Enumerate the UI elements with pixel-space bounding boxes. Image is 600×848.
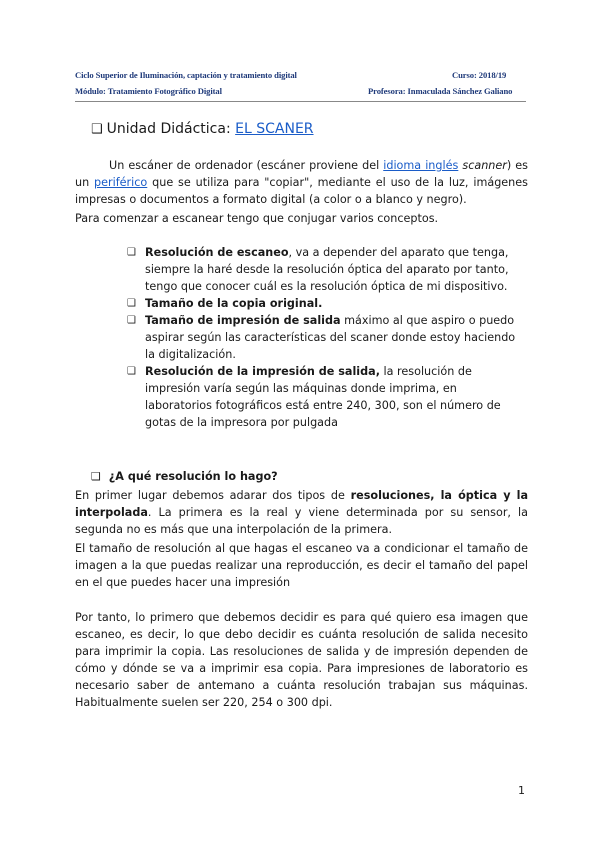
page-title [91, 121, 314, 137]
header-year: Curso: 2018/19 [452, 70, 507, 80]
title-colon: : [225, 121, 231, 137]
header-row-2 [75, 86, 530, 96]
checkbox-bullet-icon: ❑ [127, 298, 136, 309]
page-number: 1 [518, 784, 525, 797]
checkbox-bullet-icon: ❑ [127, 315, 136, 326]
checkbox-bullet-icon: ❑ [91, 470, 101, 483]
list-item [127, 295, 527, 312]
header-teacher: Profesora: Inmaculada Sánchez Galiano [368, 86, 513, 96]
title-link[interactable]: EL SCANER [235, 121, 314, 137]
intro-paragraph-2: Para comenzar a escanear tengo que conjugar varios conceptos. [75, 212, 439, 225]
intro-text-a: Un escáner de ordenador (escáner proviene del [109, 159, 384, 172]
list-item-bold: Resolución de la impresión de salida, [145, 365, 380, 378]
header-course: Ciclo Superior de Iluminación, captación y tratamiento digital [75, 70, 297, 80]
section-p1-text-c: . La primera es la real y viene determinada por su sensor, la segunda no es más que una interpolación de la primera. [75, 506, 528, 536]
list-item [127, 312, 527, 363]
header-row-1 [75, 70, 530, 80]
intro-paragraph [75, 157, 528, 208]
checkbox-bullet-icon: ❑ [127, 366, 136, 377]
section-p1-text-a: En primer lugar debemos adarar dos tipos de [75, 489, 351, 502]
section-paragraph-3: Por tanto, lo primero que debemos decidir es para qué quiero esa imagen que escaneo, es decir, lo que debo decidir es cuánta resolución de salida necesito para imprimir la copia. Las resoluciones de salida y de impresión dependen de cómo y dónde se va a imprimir esa copia. Para impresiones de laboratorio es necesario saber de antemano a cuánta resolución trabajan sus máquinas. Habitualmente suelen ser 220, 254 o 300 dpi. [75, 611, 528, 709]
intro-text-c: que se utiliza para "copiar", mediante el uso de la luz, imágenes impresas o documentos a formato digital (a color o a blanco y negro). [75, 176, 528, 206]
list-item [127, 244, 527, 295]
section-paragraph-1 [75, 487, 528, 538]
link-idioma-ingles[interactable]: idioma inglés [383, 159, 459, 172]
header-divider [75, 101, 526, 102]
section-paragraph-2: El tamaño de resolución al que hagas el escaneo va a condicionar el tamaño de imagen a la que puedas realizar una reproducción, es decir el tamaño del papel en el que puedes hacer una impresión [75, 542, 528, 589]
intro-scanner-term: scanner [462, 159, 507, 172]
list-item-bold: Tamaño de la copia original. [145, 297, 323, 310]
intro-text-b: ) es un [75, 159, 528, 189]
list-item-text: la resolución de impresión varía según las máquinas donde imprima, en laboratorios fotográficos está entre 240, 300, son el número de gotas de la impresora por pulgada [145, 365, 501, 429]
list-item-bold: Tamaño de impresión de salida [145, 314, 341, 327]
checkbox-bullet-icon: ❑ [91, 122, 103, 137]
section-heading-text: ¿A qué resolución lo hago? [108, 470, 278, 483]
list-item-text: , va a depender del aparato que tenga, siempre la haré desde la resolución óptica del aparato por tanto, tengo que conocer cuál es la resolución óptica de mi dispositivo. [145, 246, 509, 293]
list-item [127, 363, 527, 431]
title-prefix: Unidad Didáctica [106, 121, 226, 137]
list-item-text: máximo al que aspiro o puedo aspirar según las características del scaner donde estoy haciendo la digitalización. [145, 314, 516, 361]
header-module: Módulo: Tratamiento Fotográfico Digital [75, 86, 222, 96]
section-p1-bold: resoluciones, la óptica y la interpolada [75, 489, 528, 519]
concept-list [127, 244, 527, 431]
checkbox-bullet-icon: ❑ [127, 247, 136, 258]
list-item-bold: Resolución de escaneo [145, 246, 289, 259]
link-periferico[interactable]: periférico [94, 176, 148, 189]
section-heading [91, 470, 278, 483]
